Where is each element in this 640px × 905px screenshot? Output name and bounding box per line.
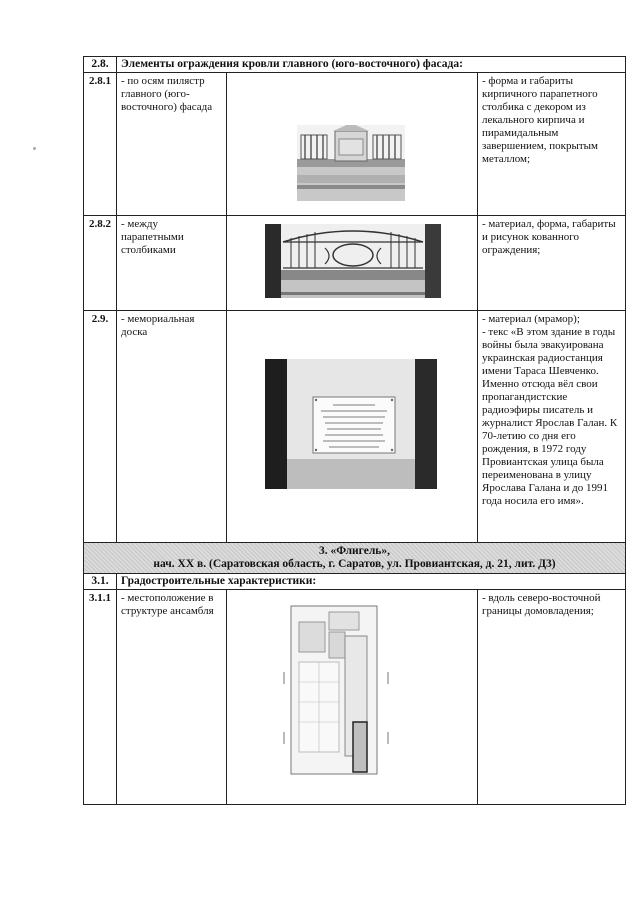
plan-cell xyxy=(227,590,478,805)
parapet-post-photo-icon xyxy=(297,125,405,201)
protected-feature-cell xyxy=(478,311,626,543)
row-number: 2.8. xyxy=(84,57,117,73)
element-name: - местоположение в структуре ансамбля xyxy=(117,590,227,805)
photo-cell xyxy=(227,216,478,311)
element-name: - по осям пилястр главного (юго-восточного) фасада xyxy=(117,73,227,216)
element-name: - мемориальная доска xyxy=(117,311,227,543)
object-address: нач. XX в. (Саратовская область, г. Саратов, ул. Провиантская, д. 21, лит. Д3) xyxy=(153,558,556,570)
table-row xyxy=(84,590,626,805)
table-row xyxy=(84,543,626,574)
row-number: 2.8.2 xyxy=(84,216,117,311)
scan-speck xyxy=(33,147,36,150)
table-row xyxy=(84,57,626,73)
object-title-cell xyxy=(84,543,626,574)
row-number: 2.8.1 xyxy=(84,73,117,216)
row-number: 3.1.1 xyxy=(84,590,117,805)
site-plan-icon xyxy=(283,602,413,782)
protected-elements-table xyxy=(83,56,626,805)
photo-cell xyxy=(227,311,478,543)
protected-feature: - вдоль северо-восточной границы домовладения; xyxy=(478,590,626,805)
plaque-material: - материал (мрамор); xyxy=(482,313,580,325)
table-row xyxy=(84,311,626,543)
protected-feature: - материал, форма, габариты и рисунок кованного ограждения; xyxy=(478,216,626,311)
section-heading: Градостроительные характеристики: xyxy=(117,574,626,590)
table-row xyxy=(84,216,626,311)
plaque-text: - текс «В этом здание в годы войны была эвакуирована украинская радиостанция имени Тараса Шевченко. Именно отсюда вёл свои пропагандистские радиоэфиры писатель и журналист Ярослав Галан. К 70-летию со дня его рождения, в 1972 году Провиантская улица была переименована в улицу Ярослава Галана и до 1991 года носила его имя». xyxy=(482,326,618,507)
table-row xyxy=(84,574,626,590)
row-number: 3.1. xyxy=(84,574,117,590)
element-name: - между парапетными столбиками xyxy=(117,216,227,311)
object-title: 3. «Флигель», xyxy=(319,545,390,557)
table-row xyxy=(84,73,626,216)
row-number: 2.9. xyxy=(84,311,117,543)
protected-feature: - форма и габариты кирпичного парапетного столбика с декором из лекального кирпича и пирамидальным завершением, покрытым металлом; xyxy=(478,73,626,216)
section-heading: Элементы ограждения кровли главного (юго-восточного) фасада: xyxy=(117,57,626,73)
photo-cell xyxy=(227,73,478,216)
forged-fence-photo-icon xyxy=(265,224,441,298)
memorial-plaque-photo-icon xyxy=(265,359,437,489)
